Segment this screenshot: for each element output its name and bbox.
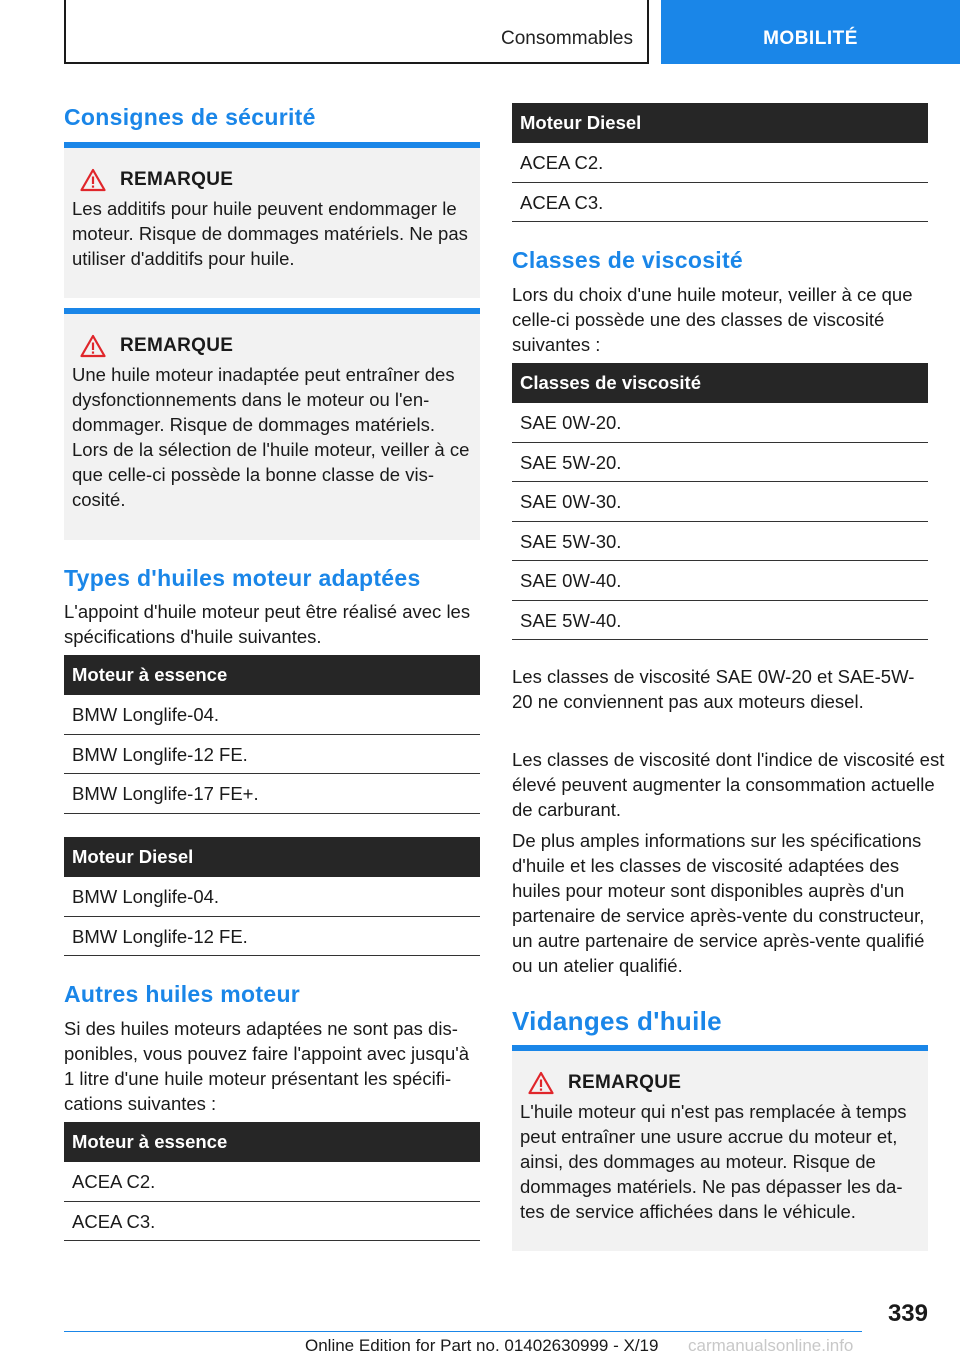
- viscosity-consumption-note: Les classes de viscosité dont l'indice de viscosité est élevé peuvent augmenter la consommation actuelle de carburant.: [512, 749, 945, 820]
- header-section-box: [64, 0, 649, 64]
- table-row: BMW Longlife-12 FE.: [64, 917, 480, 957]
- footer-divider: [64, 1331, 862, 1332]
- table-header: Moteur Diesel: [512, 103, 928, 143]
- note-text: Les additifs pour huile peuvent endommager le moteur. Risque de dommages matériels. Ne pas utiliser d'additifs pour huile.: [72, 198, 468, 269]
- note-text: Une huile moteur inadaptée peut entraîner des dysfonctionnements dans le moteur ou l'endommager. Risque de dommages matériels. Lors de la sélection de l'huile moteur, veiller à ce que celle-ci possède la bonne classe de viscosité.: [72, 364, 470, 510]
- watermark-text: carmanualsonline.info: [688, 1336, 854, 1355]
- other-oils-text: Si des huiles moteurs adaptées ne sont pas disponibles, vous pouvez faire l'appoint avec jusqu'à 1 litre d'une huile moteur présentant les spécifications suivantes :: [64, 1018, 470, 1114]
- table-row: SAE 5W-30.: [512, 522, 928, 562]
- header-chapter-tab[interactable]: [661, 0, 960, 64]
- note-title: REMARQUE: [120, 169, 234, 190]
- page-number: 339: [887, 1300, 928, 1327]
- note-title: REMARQUE: [568, 1072, 682, 1093]
- warning-note-2: [64, 308, 480, 540]
- header-section-title: Consommables: [501, 28, 633, 49]
- table-row: BMW Longlife-17 FE+.: [64, 774, 480, 814]
- viscosity-diesel-note: Les classes de viscosité SAE 0W-20 et SAE-5W-20 ne conviennent pas aux moteurs diesel.: [512, 666, 915, 712]
- warning-note-3: [512, 1045, 928, 1251]
- oil-types-text: L'appoint d'huile moteur peut être réalisé avec les spécifications d'huile suivantes.: [64, 601, 471, 647]
- table-row: ACEA C3.: [512, 183, 928, 223]
- warning-note-1: [64, 142, 480, 298]
- viscosity-heading: Classes de viscosité: [512, 247, 744, 273]
- table-row: ACEA C2.: [64, 1162, 480, 1202]
- page-header: [0, 0, 960, 66]
- table-header: Moteur Diesel: [64, 837, 480, 877]
- safety-heading: Consignes de sécurité: [64, 104, 316, 130]
- warning-triangle-icon: [80, 334, 106, 358]
- table-header: Classes de viscosité: [512, 363, 928, 403]
- warning-triangle-icon: [528, 1071, 554, 1095]
- warning-triangle-icon: [80, 168, 106, 192]
- table-row: BMW Longlife-04.: [64, 877, 480, 917]
- diesel-acea-table: [512, 103, 928, 222]
- oil-change-heading: Vidanges d'huile: [512, 1006, 722, 1036]
- table-row: SAE 0W-30.: [512, 482, 928, 522]
- petrol-spec-table: [64, 655, 480, 814]
- table-header: Moteur à essence: [64, 1122, 480, 1162]
- viscosity-table: [512, 363, 928, 640]
- table-row: SAE 0W-20.: [512, 403, 928, 443]
- diesel-spec-table: [64, 837, 480, 956]
- table-row: ACEA C2.: [512, 143, 928, 183]
- note-text: L'huile moteur qui n'est pas remplacée à temps peut entraîner une usure accrue du moteur et, ainsi, des dommages au moteur. Risque de dommages matériels. Ne pas dépasser les dates de service affichées dans le véhicule.: [520, 1101, 907, 1222]
- header-chapter-label: MOBILITÉ: [763, 28, 858, 49]
- table-row: BMW Longlife-12 FE.: [64, 735, 480, 775]
- table-row: SAE 5W-40.: [512, 601, 928, 641]
- petrol-acea-table: [64, 1122, 480, 1241]
- note-title: REMARQUE: [120, 335, 234, 356]
- table-row: SAE 5W-20.: [512, 443, 928, 483]
- table-header: Moteur à essence: [64, 655, 480, 695]
- table-row: SAE 0W-40.: [512, 561, 928, 601]
- viscosity-text: Lors du choix d'une huile moteur, veiller à ce que celle-ci possède une des classes de viscosité suivantes :: [512, 284, 913, 355]
- other-oils-heading: Autres huiles moteur: [64, 981, 301, 1007]
- table-row: ACEA C3.: [64, 1202, 480, 1242]
- oil-types-heading: Types d'huiles moteur adaptées: [64, 565, 421, 591]
- table-row: BMW Longlife-04.: [64, 695, 480, 735]
- viscosity-info-note: De plus amples informations sur les spécifications d'huile et les classes de viscosité adaptées des huiles pour moteur sont disponibles auprès d'un partenaire de service après-vente du constructeur, un autre partenaire de service après-vente qualifié ou un atelier qualifié.: [512, 830, 925, 976]
- edition-text: Online Edition for Part no. 01402630999 - X/19: [305, 1336, 659, 1355]
